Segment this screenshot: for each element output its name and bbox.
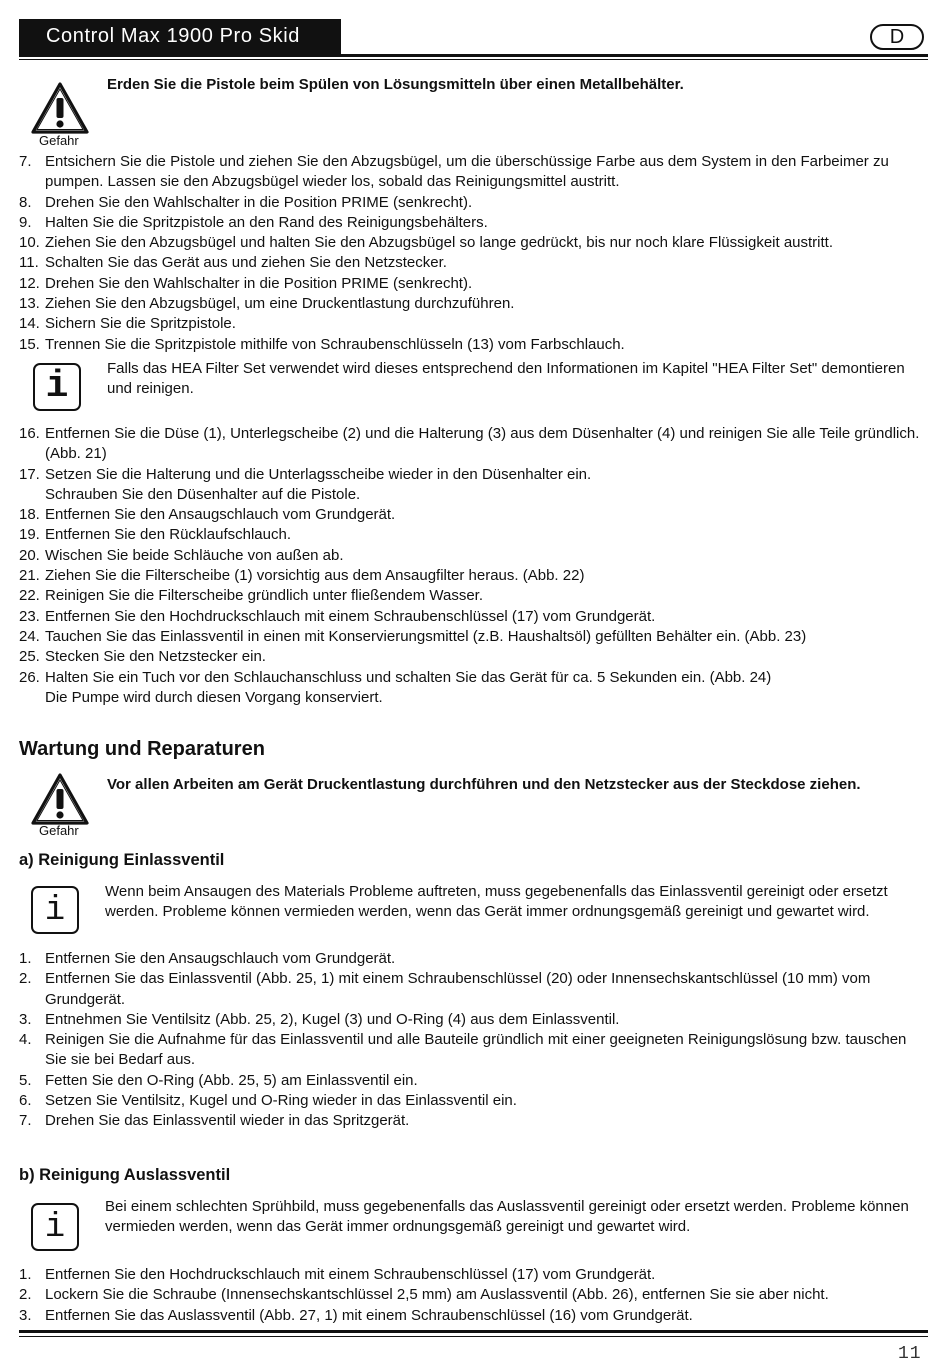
list-item-number: 11. xyxy=(19,254,39,272)
list-item-number: 15. xyxy=(19,335,40,353)
list-item-text: Tauchen Sie das Einlassventil in einen mit Konservierungsmittel (z.B. Haushaltsöl) gefüllten Behälter ein. (Abb. 23) xyxy=(45,627,807,645)
header-rule-thin xyxy=(19,59,928,60)
list-item xyxy=(19,424,931,465)
list-item-number: 12. xyxy=(19,274,40,292)
list-item-text: Reinigen Sie die Aufnahme für das Einlassventil und alle Bauteile gründlich mit einer geeigneten Reinigungslösung bzw. tauschen Sie sie bei Bedarf aus. xyxy=(45,1031,907,1069)
list-item-number: 2. xyxy=(19,1286,32,1304)
header-rule xyxy=(19,54,928,57)
list-item-text: Trennen Sie die Spritzpistole mithilfe von Schraubenschlüsseln (13) vom Farbschlauch. xyxy=(45,335,625,353)
list-item xyxy=(19,274,931,294)
list-item-text-continued: Schrauben Sie den Düsenhalter auf die Pistole. xyxy=(45,485,361,503)
language-badge: D xyxy=(870,24,924,50)
list-item-number: 3. xyxy=(19,1306,32,1324)
warning-text: Erden Sie die Pistole beim Spülen von Lösungsmitteln über einen Metallbehälter. xyxy=(107,76,684,93)
list-item xyxy=(19,335,931,355)
section-heading: Wartung und Reparaturen xyxy=(19,738,265,760)
info-icon: i xyxy=(33,363,81,411)
list-item-number: 10. xyxy=(19,234,40,252)
list-item-text: Ziehen Sie die Filterscheibe (1) vorsichtig aus dem Ansaugfilter heraus. (Abb. 22) xyxy=(45,567,585,585)
list-item xyxy=(19,465,931,506)
list-item xyxy=(19,668,931,709)
steps-list-1 xyxy=(19,152,931,355)
steps-list-4 xyxy=(19,1265,931,1326)
list-item-number: 3. xyxy=(19,1010,32,1028)
list-item-text: Entfernen Sie den Ansaugschlauch vom Grundgerät. xyxy=(45,506,396,524)
subsection-heading-a: a) Reinigung Einlassventil xyxy=(19,851,225,869)
list-item-number: 7. xyxy=(19,153,32,170)
info-text: Wenn beim Ansaugen des Materials Probleme auftreten, muss gegebenenfalls das Einlassventil gereinigt oder ersetzt werden. Probleme können vermieden werden, wenn das Gerät immer ordnungsgemäß gereinigt und gewartet wird. xyxy=(105,883,888,921)
list-item-number: 19. xyxy=(19,526,40,544)
list-item-number: 7. xyxy=(19,1112,32,1130)
list-item xyxy=(19,1091,931,1111)
document-title: Control Max 1900 Pro Skid xyxy=(46,25,301,47)
list-item xyxy=(19,627,931,647)
list-item-number: 26. xyxy=(19,668,40,686)
list-item-text: Ziehen Sie den Abzugsbügel und halten Sie den Abzugsbügel so lange gedrückt, bis nur noch klare Flüssigkeit austritt. xyxy=(45,234,834,252)
list-item-number: 2. xyxy=(19,970,32,988)
list-item xyxy=(19,607,931,627)
list-item xyxy=(19,1111,931,1131)
list-item-text: Drehen Sie den Wahlschalter in die Position PRIME (senkrecht). xyxy=(45,274,473,292)
list-item-number: 23. xyxy=(19,607,40,625)
info-text: Bei einem schlechten Sprühbild, muss gegebenenfalls das Auslassventil gereinigt oder ersetzt werden. Probleme können vermieden werden, wenn das Gerät immer ordnungsgemäß gereinigt und gewartet wird. xyxy=(105,1198,909,1236)
page-number: 11 xyxy=(898,1344,922,1364)
list-item-text: Lockern Sie die Schraube (Innensechskantschlüssel 2,5 mm) am Auslassventil (Abb. 26), entfernen Sie sie aber nicht. xyxy=(45,1286,829,1304)
list-item-number: 1. xyxy=(19,950,32,967)
list-item-number: 14. xyxy=(19,315,40,333)
list-item-number: 16. xyxy=(19,425,40,442)
list-item-text: Entfernen Sie den Hochdruckschlauch mit einem Schraubenschlüssel (17) vom Grundgerät. xyxy=(45,607,656,625)
list-item-text: Stecken Sie den Netzstecker ein. xyxy=(45,648,266,666)
warning-text: Vor allen Arbeiten am Gerät Druckentlastung durchführen und den Netzstecker aus der Steckdose ziehen. xyxy=(107,776,861,793)
list-item xyxy=(19,566,931,586)
list-item-text: Sichern Sie die Spritzpistole. xyxy=(45,315,236,333)
list-item-text: Entfernen Sie die Düse (1), Unterlegscheibe (2) und die Halterung (3) aus dem Düsenhalter (4) und reinigen Sie alle Teile gründlich. (Abb. 21) xyxy=(45,425,920,463)
list-item xyxy=(19,949,931,969)
list-item-text: Entsichern Sie die Pistole und ziehen Sie den Abzugsbügel, um die überschüssige Farbe aus dem System in den Farbeimer zu pumpen. Lassen sie den Abzugsbügel wieder los, sobald das Reinigungsmittel austritt. xyxy=(45,153,889,191)
list-item-number: 4. xyxy=(19,1031,32,1049)
list-item xyxy=(19,294,931,314)
list-item xyxy=(19,314,931,334)
list-item xyxy=(19,969,931,1010)
footer-rule-thin xyxy=(19,1336,928,1337)
info-text: Falls das HEA Filter Set verwendet wird dieses entsprechend den Informationen im Kapitel "HEA Filter Set" demontieren und reinigen. xyxy=(107,360,905,398)
info-icon: i xyxy=(31,1203,79,1251)
subsection-heading-b: b) Reinigung Auslassventil xyxy=(19,1166,231,1184)
list-item xyxy=(19,233,931,253)
list-item-text: Setzen Sie die Halterung und die Unterlagsscheibe wieder in den Düsenhalter ein. xyxy=(45,465,592,483)
list-item-number: 17. xyxy=(19,465,40,483)
list-item xyxy=(19,1071,931,1091)
list-item-number: 1. xyxy=(19,1266,32,1283)
list-item-text: Entnehmen Sie Ventilsitz (Abb. 25, 2), Kugel (3) und O-Ring (4) aus dem Einlassventil. xyxy=(45,1010,620,1028)
list-item-text: Entfernen Sie den Ansaugschlauch vom Grundgerät. xyxy=(45,950,396,967)
list-item-number: 13. xyxy=(19,295,40,313)
list-item xyxy=(19,586,931,606)
list-item-number: 20. xyxy=(19,546,40,564)
list-item xyxy=(19,1030,931,1071)
list-item-text: Reinigen Sie die Filterscheibe gründlich unter fließendem Wasser. xyxy=(45,587,483,605)
list-item-text: Entfernen Sie das Auslassventil (Abb. 27, 1) mit einem Schraubenschlüssel (16) vom Grundgerät. xyxy=(45,1306,693,1324)
list-item xyxy=(19,1010,931,1030)
warning-triangle-icon xyxy=(30,771,90,829)
list-item-text: Schalten Sie das Gerät aus und ziehen Sie den Netzstecker. xyxy=(45,254,447,272)
list-item xyxy=(19,152,931,193)
list-item-number: 8. xyxy=(19,193,32,211)
list-item-text: Entfernen Sie den Hochdruckschlauch mit einem Schraubenschlüssel (17) vom Grundgerät. xyxy=(45,1266,656,1283)
list-item-text: Halten Sie ein Tuch vor den Schlauchanschluss und schalten Sie das Gerät für ca. 5 Sekunden ein. (Abb. 24) xyxy=(45,668,772,686)
list-item xyxy=(19,1285,931,1305)
warning-caption: Gefahr xyxy=(39,823,79,838)
list-item xyxy=(19,546,931,566)
steps-list-3 xyxy=(19,949,931,1132)
list-item-number: 25. xyxy=(19,648,40,666)
list-item-text-continued: Die Pumpe wird durch diesen Vorgang konserviert. xyxy=(45,688,383,706)
list-item xyxy=(19,213,931,233)
list-item xyxy=(19,1306,931,1326)
list-item xyxy=(19,647,931,667)
steps-list-2 xyxy=(19,424,931,708)
list-item-number: 21. xyxy=(19,567,40,585)
list-item-text: Wischen Sie beide Schläuche von außen ab. xyxy=(45,546,344,564)
warning-triangle-icon xyxy=(30,80,90,138)
list-item-number: 18. xyxy=(19,506,40,524)
warning-caption: Gefahr xyxy=(39,133,79,148)
list-item xyxy=(19,193,931,213)
list-item-text: Setzen Sie Ventilsitz, Kugel und O-Ring wieder in das Einlassventil ein. xyxy=(45,1092,517,1110)
list-item-text: Entfernen Sie das Einlassventil (Abb. 25, 1) mit einem Schraubenschlüssel (20) oder Innensechskantschlüssel (10 mm) vom Grundgerät. xyxy=(45,970,871,1008)
list-item-text: Drehen Sie den Wahlschalter in die Position PRIME (senkrecht). xyxy=(45,193,473,211)
list-item-number: 22. xyxy=(19,587,40,605)
list-item xyxy=(19,505,931,525)
list-item xyxy=(19,253,931,273)
list-item-number: 6. xyxy=(19,1092,32,1110)
list-item-number: 9. xyxy=(19,213,32,231)
list-item-number: 5. xyxy=(19,1071,32,1089)
list-item-text: Halten Sie die Spritzpistole an den Rand des Reinigungsbehälters. xyxy=(45,213,488,231)
list-item xyxy=(19,1265,931,1285)
list-item-text: Ziehen Sie den Abzugsbügel, um eine Druckentlastung durchzuführen. xyxy=(45,295,515,313)
list-item-text: Entfernen Sie den Rücklaufschlauch. xyxy=(45,526,291,544)
list-item-number: 24. xyxy=(19,627,40,645)
list-item xyxy=(19,525,931,545)
list-item-text: Drehen Sie das Einlassventil wieder in das Spritzgerät. xyxy=(45,1112,410,1130)
list-item-text: Fetten Sie den O-Ring (Abb. 25, 5) am Einlassventil ein. xyxy=(45,1071,418,1089)
footer-rule xyxy=(19,1330,928,1333)
info-icon: i xyxy=(31,886,79,934)
